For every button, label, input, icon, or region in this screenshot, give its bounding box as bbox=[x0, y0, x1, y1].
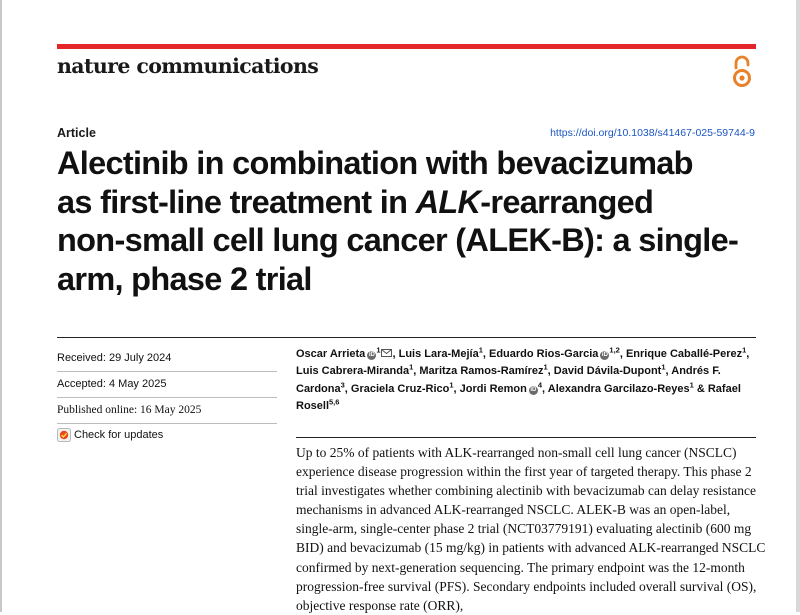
accepted-date: Accepted: 4 May 2025 bbox=[57, 378, 167, 390]
window-left-edge bbox=[0, 0, 2, 612]
author-affiliation: 1 bbox=[376, 345, 381, 355]
email-icon[interactable] bbox=[381, 349, 392, 357]
orcid-icon[interactable]: iD bbox=[601, 352, 608, 358]
author-name[interactable]: Graciela Cruz-Rico bbox=[350, 382, 450, 395]
author-affiliation: 1 bbox=[478, 345, 483, 355]
article-type-label: Article bbox=[57, 126, 96, 140]
author-name[interactable]: Oscar Arrieta bbox=[296, 348, 366, 360]
orcid-icon[interactable]: iD bbox=[368, 352, 375, 358]
journal-name: nature communications bbox=[57, 54, 319, 78]
title-line-1: Alectinib in combination with bevacizumab bbox=[57, 145, 693, 181]
author-name[interactable]: Eduardo Rios-Garcia bbox=[488, 348, 599, 360]
title-divider bbox=[57, 337, 756, 338]
orcid-icon[interactable]: iD bbox=[530, 386, 537, 393]
author-name[interactable]: Andrés F. Cardona bbox=[296, 365, 721, 395]
title-line-3: non-small cell lung cancer (ALEK-B): a single- bbox=[57, 222, 739, 258]
author-affiliation: 5,6 bbox=[329, 397, 340, 407]
author-affiliation: 1 bbox=[543, 362, 548, 372]
check-for-updates-icon bbox=[57, 428, 71, 442]
author-affiliation: 1 bbox=[409, 362, 414, 372]
abstract-text: Up to 25% of patients with ALK-rearranged non-small cell lung cancer (NSCLC) experience disease progression within the first year of targeted therapy. This phase 2 trial investigates whether combining alectinib with bevacizumab can delay resistance mechanisms in advanced ALK-rearranged NSCLC. ALEK-B was an open-label, single-arm, single-center phase 2 trial (NCT03779191) evaluating alectinib (600 mg BID) and bevacizumab (15 mg/kg) in patients with advanced ALK-rearranged NSCLC confirmed by next-generation sequencing. The primary endpoint was the 12-month progression-free survival (PFS). Secondary endpoints included overall survival (OS), objective response rate (ORR), bbox=[296, 445, 766, 613]
author-name[interactable]: Enrique Caballé-Perez bbox=[625, 348, 743, 360]
check-for-updates-button[interactable] bbox=[57, 428, 163, 442]
published-date: Published online: 16 May 2025 bbox=[57, 404, 202, 416]
author-name[interactable]: Alexandra Garcilazo-Reyes bbox=[547, 382, 690, 395]
title-gene-name: ALK bbox=[415, 183, 481, 220]
meta-divider bbox=[57, 397, 277, 398]
journal-header-rule bbox=[57, 44, 756, 49]
doi-link[interactable]: https://doi.org/10.1038/s41467-025-59744-9 bbox=[550, 127, 755, 139]
author-name[interactable]: Luis Lara-Mejía bbox=[398, 348, 479, 360]
author-name[interactable]: Maritza Ramos-Ramírez bbox=[419, 365, 544, 378]
title-line-2-end: -rearranged bbox=[480, 183, 654, 220]
author-list: Oscar Arrieta $iD^1$ , Luis Lara-Mejía$^1$, Eduardo Rios-Garcia iD$^{1,2}$, Enrique Caballé-Perez$^1$, Luis Cabrera-Miranda$^1$, Maritza Ramos-Ramírez$^1$, David Dávila-Dupont$^1$, Andrés F. Cardona$^3$, Graciela Cruz-Rico$^1$, Jordi Remon $iD^4$, Alexandra Garcilazo-Reyes$^1$ & Rafael Rosell$^{5,6}$ bbox=[296, 345, 750, 413]
author-affiliation: 1 bbox=[449, 380, 454, 390]
author-name[interactable]: Jordi Remon bbox=[459, 382, 527, 395]
author-name[interactable]: David Dávila-Dupont bbox=[553, 365, 662, 378]
meta-divider bbox=[57, 371, 277, 372]
author-name[interactable]: Luis Cabrera-Miranda bbox=[296, 365, 410, 378]
author-affiliation: 1,2 bbox=[609, 345, 620, 355]
meta-divider bbox=[57, 423, 277, 424]
author-name[interactable]: Rafael Rosell bbox=[296, 382, 741, 413]
window-right-edge bbox=[796, 0, 800, 612]
title-line-4: arm, phase 2 trial bbox=[57, 260, 312, 297]
title-line-2-start: as first-line treatment in bbox=[57, 183, 416, 220]
open-access-icon[interactable] bbox=[732, 55, 752, 89]
author-affiliation: 1 bbox=[689, 380, 694, 390]
abstract-divider bbox=[296, 437, 756, 438]
author-affiliation: 1 bbox=[742, 345, 747, 355]
check-for-updates-label: Check for updates bbox=[74, 429, 164, 441]
author-affiliation: 4 bbox=[537, 380, 543, 390]
article-title bbox=[57, 144, 767, 298]
author-affiliation: 3 bbox=[340, 380, 345, 390]
author-affiliation: 1 bbox=[661, 362, 666, 372]
received-date: Received: 29 July 2024 bbox=[57, 352, 172, 364]
